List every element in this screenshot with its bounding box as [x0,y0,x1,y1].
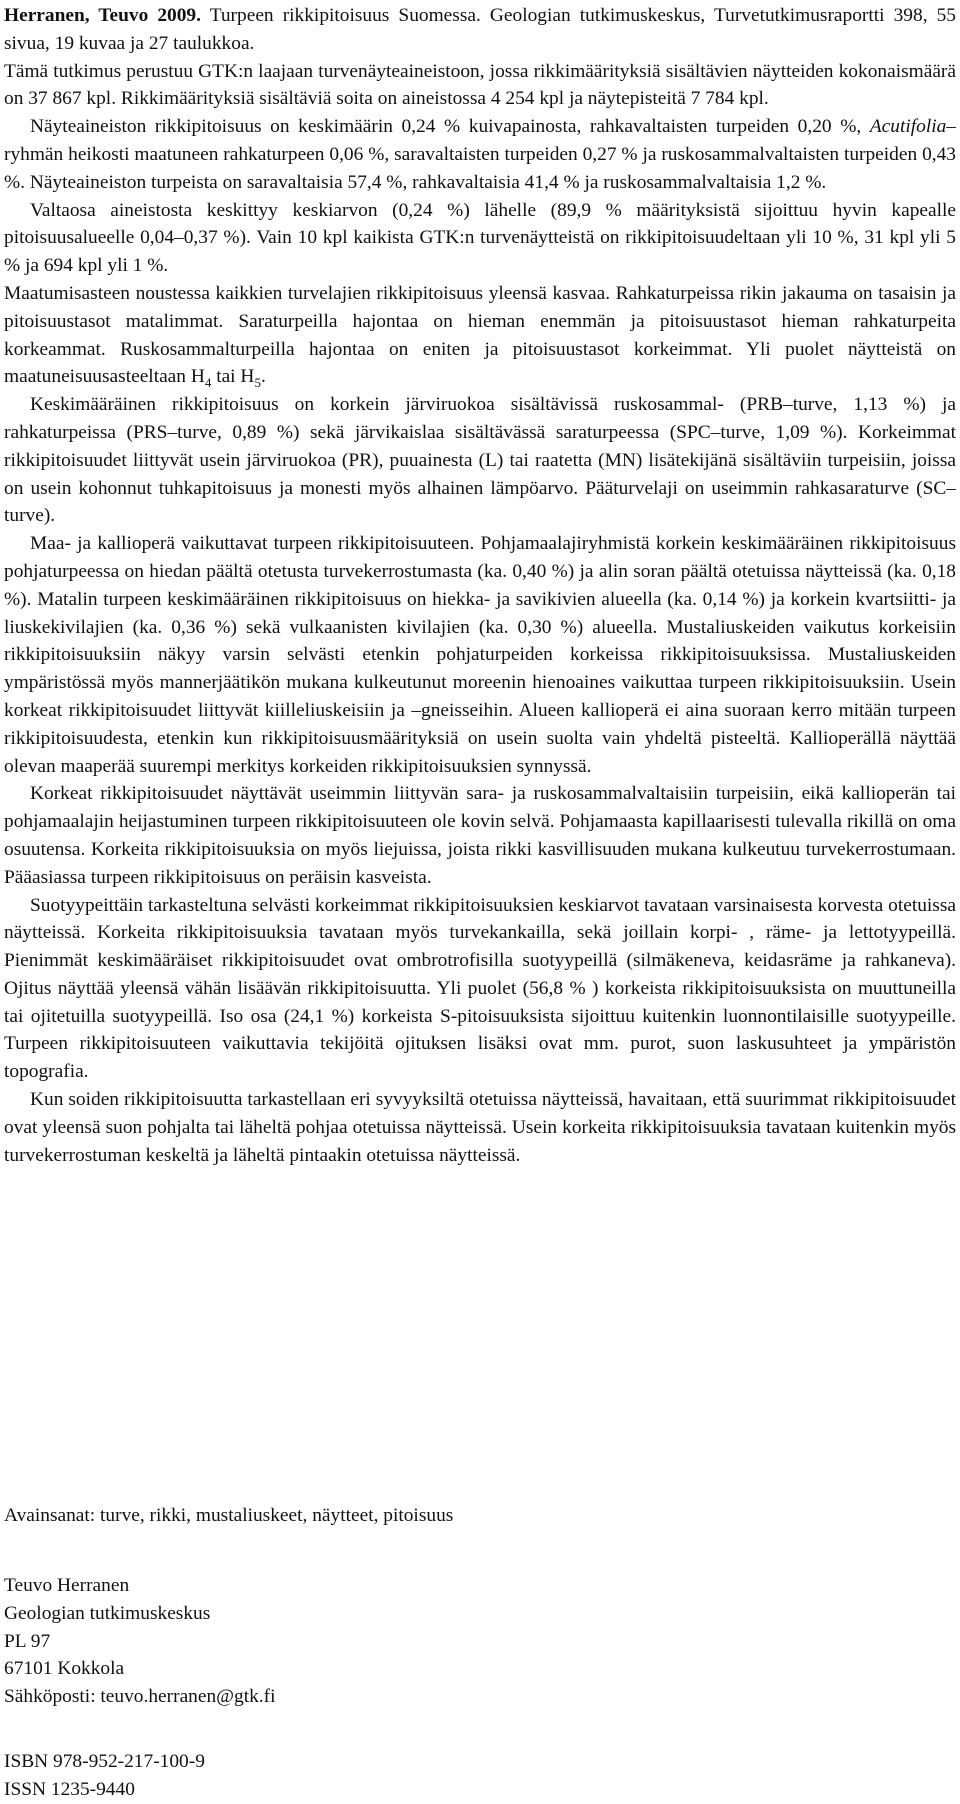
paragraph-2-start: Näyteaineiston rikkipitoisuus on keskimäärin 0,24 % kuivapainosta, rahkavaltaisten turpeiden 0,20 %, [30,116,870,138]
paragraph-5: Keskimääräinen rikkipitoisuus on korkein järviruokoa sisältävissä ruskosammal- (PRB–turve, 1,13 %) ja rahkaturpeissa (PRS–turve, 0,89 %) sekä järvikaislaa sisältävässä saraturpeessa (SPC–turve, 1,09 %). Korkeimmat rikkipitoisuudet liittyvät usein järviruokoa (PR), puuainesta (L) tai raatetta (MN) lisätekijänä sisältäviin turpeisiin, joissa on usein kohonnut tuhkapitoisuus ja monesti myös alhainen lämpöarvo. Pääturvelaji on useimmin rahkasaraturve (SC–turve). [4,394,956,527]
author-organization: Geologian tutkimuskeskus [4,1602,211,1624]
paragraph-3: Valtaosa aineistosta keskittyy keskiarvon (0,24 %) lähelle (89,9 % määrityksistä sijoittuu hyvin kapealle pitoisuusalueelle 0,04–0,37 %). Vain 10 kpl kaikista GTK:n turvenäytteistä on rikkipitoisuudeltaan yli 10 %, 31 kpl yli 5 % ja 694 kpl yli 1 %. [4,199,956,277]
paragraph-4-mid: tai H [211,366,255,388]
publication-identifiers [4,1748,205,1804]
abstract-text [4,2,956,1169]
paragraph-4 [4,280,956,391]
citation-author-year: Herranen, Teuvo 2009. [4,5,201,26]
citation [4,2,956,58]
author-city: 67101 Kokkola [4,1658,125,1680]
paragraph-8: Suotyypeittäin tarkasteltuna selvästi korkeimmat rikkipitoisuuksien keskiarvot tavataan varsinaisesta korvesta otetuissa näytteissä. Korkeita rikkipitoisuuksia tavataan myös turvekankailla, sekä joillain korpi- , räme- ja lettotyypeillä. Pienimmät keskimääräiset rikkipitoisuudet ovat ombrotrofisilla suotyypeillä (silmäkeneva, keidasräme ja rahkaneva). Ojitus näyttää yleensä vähän lisäävän rikkipitoisuutta. Yli puolet (56,8 % ) korkeista rikkipitoisuuksista on muuttuneilla tai ojitetuilla suotyypeillä. Iso osa (24,1 %) korkeista S-pitoisuuksista sijoittuu kuitenkin luonnontilaisille suotyypeille. Turpeen rikkipitoisuuteen vaikuttavia tekijöitä ojituksen lisäksi ovat mm. purot, suon laskusuhteet ja ympäristön topografia. [4,894,956,1083]
issn: ISSN 1235-9440 [4,1778,135,1800]
isbn: ISBN 978-952-217-100-9 [4,1751,205,1772]
keywords: Avainsanat: turve, rikki, mustaliuskeet, näytteet, pitoisuus [4,1505,454,1526]
paragraph-7: Korkeat rikkipitoisuudet näyttävät useimmin liittyvän sara- ja ruskosammalvaltaisiin turpeisiin, eikä kallioperän tai pohjamaalajin heijastuminen turpeen rikkipitoisuuteen ole kovin selvä. Pohjamaasta kapillaarisesti tulevalla rikillä on oma osuutensa. Korkeita rikkipitoisuuksia on myös liejuissa, joista rikki kasvillisuuden mukana kulkeutuu turvekerrostumaan. Pääasiassa turpeen rikkipitoisuus on peräisin kasveista. [4,783,956,888]
author-address [4,1572,276,1711]
paragraph-9: Kun soiden rikkipitoisuutta tarkastellaan eri syvyyksiltä otetuissa näytteissä, havaitaan, että suurimmat rikkipitoisuudet ovat yleensä suon pohjalta tai läheltä pohjaa otetuissa näytteissä. Usein korkeita rikkipitoisuuksia tavataan kuitenkin myös turvekerrostuman keskeltä ja läheltä pintaakin otetuissa näytteissä. [4,1089,956,1166]
paragraph-1: Tämä tutkimus perustuu GTK:n laajaan turvenäyteaineistoon, jossa rikkimäärityksiä sisältävien näytteiden kokonaismäärä on 37 867 kpl. Rikkimäärityksiä sisältäviä soita on aineistossa 4 254 kpl ja näytepisteitä 7 784 kpl. [4,60,956,110]
citation-details: Turpeen rikkipitoisuus Suomessa. Geologian tutkimuskeskus, Turvetutkimusraportti 398, 55 sivua, 19 kuvaa ja 27 taulukkoa. [4,5,956,54]
paragraph-4-end: . [260,366,266,388]
paragraph-4-subscript-2: 5 [254,375,261,391]
paragraph-6: Maa- ja kallioperä vaikuttavat turpeen rikkipitoisuuteen. Pohjamaalajiryhmistä korkein keskimääräinen rikkipitoisuus pohjaturpeessa on hiedan päältä otetusta turvekerrostumasta (ka. 0,40 %) ja alin soran päältä otetuissa näytteissä (ka. 0,18 %). Matalin turpeen keskimääräinen rikkipitoisuus on hiekka- ja savikivien alueella (ka. 0,14 %) ja korkein kvartsiitti- ja liuskekivilajien (ka. 0,36 %) sekä vulkaanisten kivilajien (ka. 0,30 %) alueella. Mustaliuskeiden vaikutus korkeisiin rikkipitoisuuksiin näkyy varsin selvästi etenkin pohjaturpeiden korkeissa rikkipitoisuuksissa. Mustaliuskeiden ympäristössä myös mannerjäätikön mukana kulkeutunut moreenin hienoaines vaikuttaa turpeen rikkipitoisuuksiin. Usein korkeat rikkipitoisuudet liittyvät kiilleliuskeisiin ja –gneisseihin. Alueen kallioperä ei aina suoraan kerro mitään turpeen rikkipitoisuudesta, etenkin kun rikkipitoisuusmäärityksiä on usein suolta vain yhdeltä pisteeltä. Kallioperällä näyttää olevan maaperää suurempi merkitys korkeiden rikkipitoisuuksien synnyssä. [4,533,956,777]
paragraph-2-end: – ryhmän heikosti maatuneen rahkaturpeen 0,06 %, saravaltaisten turpeiden 0,27 % ja ruskosammalvaltaisten turpeiden 0,43 %. Näyteaineiston turpeista on saravaltaisia 57,4 %, rahkavaltaisia 41,4 % ja ruskosammalvaltaisia 1,2 %. [4,116,956,193]
paragraph-4-subscript-1: 4 [204,375,212,391]
paragraph-2-italic-term: Acutifolia [869,116,947,138]
paragraph-2 [4,113,956,196]
author-email: Sähköposti: teuvo.herranen@gtk.fi [4,1686,276,1708]
author-po-box: PL 97 [4,1630,51,1652]
author-name: Teuvo Herranen [4,1575,130,1596]
paragraph-4-text: Maatumisasteen noustessa kaikkien turvelajien rikkipitoisuus yleensä kasvaa. Rahkaturpeissa rikin jakauma on tasaisin ja pitoisuustasot matalimmat. Saraturpeilla hajontaa on hieman enemmän ja pitoisuustasot hieman rahkaturpeita korkeammat. Ruskosammalturpeilla hajontaa on eniten ja pitoisuustasot korkeimmat. Yli puolet näytteistä on maatuneisuusasteeltaan H [4,282,956,388]
